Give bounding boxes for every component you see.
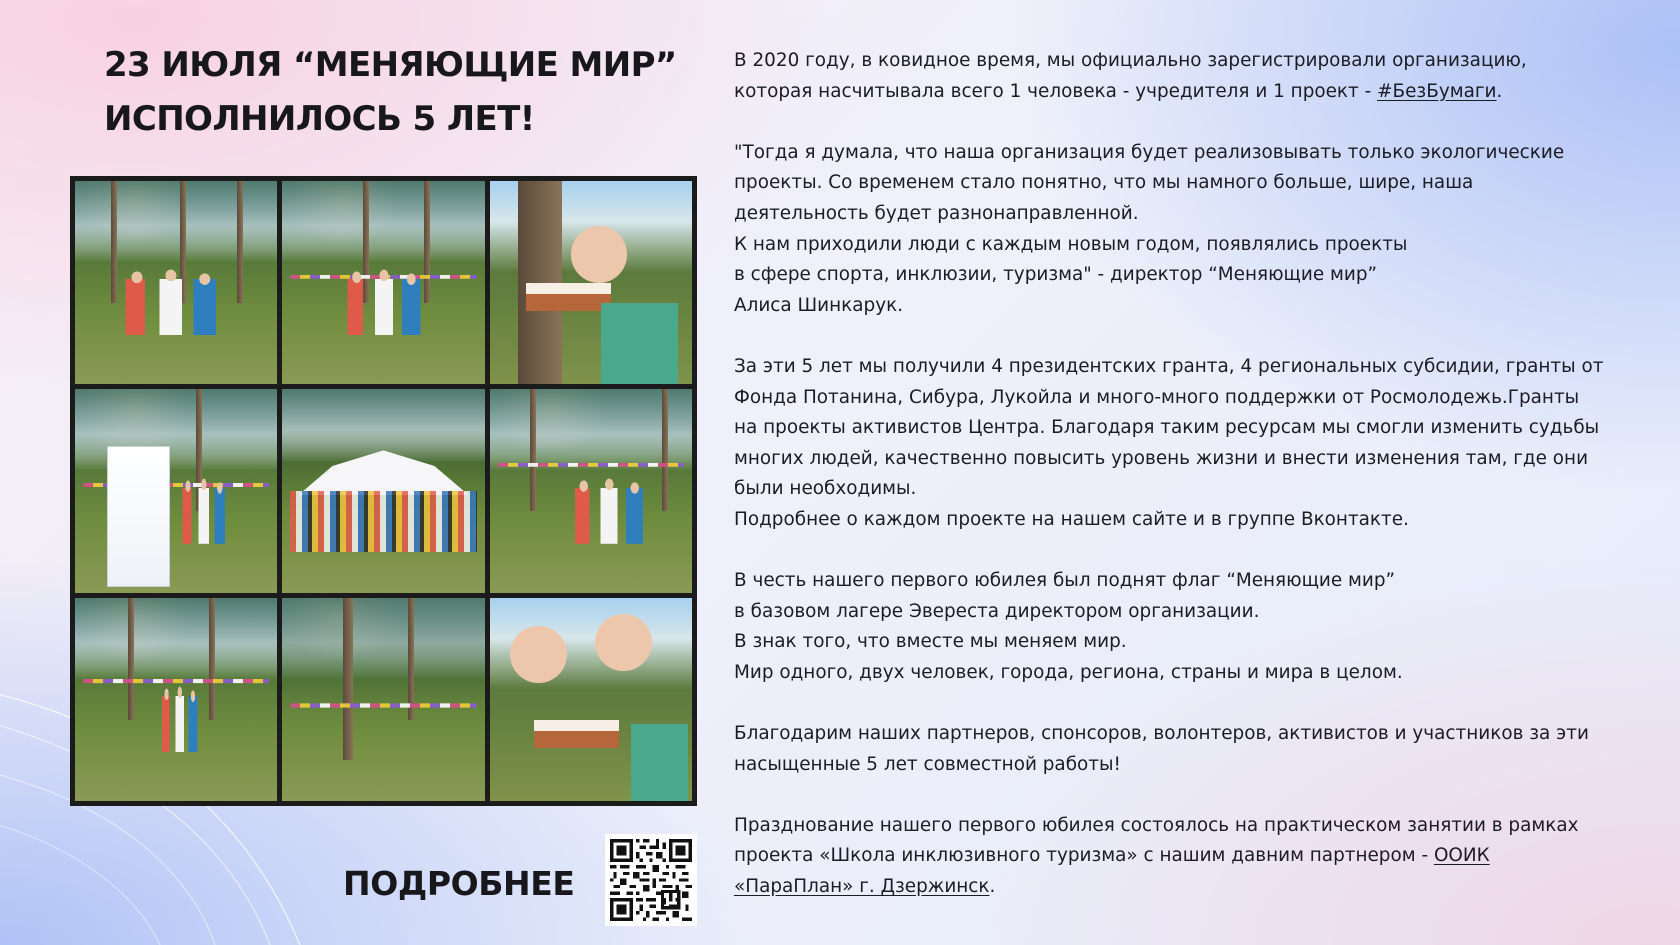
paragraph-quote-line-3: деятельность будет разнонаправленной. bbox=[734, 202, 1139, 224]
paragraph-celebration-line-3 bbox=[734, 872, 1664, 903]
paragraph-quote-line-6: Алиса Шинкарук. bbox=[734, 294, 904, 316]
paragraph-grants-line-5: были необходимы. bbox=[734, 478, 917, 500]
paragraph-founding bbox=[734, 46, 1664, 107]
qr-code-icon[interactable] bbox=[605, 834, 697, 926]
paragraph-celebration bbox=[734, 811, 1664, 903]
paragraph-everest-line-1: В честь нашего первого юбилея был поднят флаг “Меняющие мир” bbox=[734, 570, 1396, 592]
paragraph-everest-line-3: В знак того, что вместе мы меняем мир. bbox=[734, 631, 1127, 653]
paragraph-quote-line-4: К нам приходили люди с каждым новым годом, появлялись проекты bbox=[734, 233, 1408, 255]
page-title bbox=[104, 38, 704, 146]
paragraph-quote-line-5: в сфере спорта, инклюзии, туризма" - директор “Меняющие мир” bbox=[734, 264, 1378, 286]
paragraph-thanks-line-2: насыщенные 5 лет совместной работы! bbox=[734, 753, 1121, 775]
paragraph-quote-line-2: проекты. Со временем стало понятно, что мы намного больше, шире, наша bbox=[734, 172, 1474, 194]
paragraph-thanks bbox=[734, 719, 1664, 780]
photo-collage bbox=[70, 176, 697, 806]
paragraph-quote-line-1: "Тогда я думала, что наша организация будет реализовывать только экологические bbox=[734, 141, 1565, 163]
paragraph-founding-line-2-end: . bbox=[1496, 80, 1503, 102]
paragraph-celebration-line-2-text: проекта «Школа инклюзивного туризма» с нашим давним партнером - bbox=[734, 845, 1434, 867]
photo-women-girl-cake bbox=[490, 598, 692, 801]
paragraph-founding-line-2 bbox=[734, 77, 1664, 108]
paragraph-celebration-line-2 bbox=[734, 841, 1664, 872]
more-label: ПОДРОБНЕЕ bbox=[343, 864, 575, 903]
paragraph-founding-line-2-text: которая насчитывала всего 1 человека - учредителя и 1 проект - bbox=[734, 80, 1378, 102]
photo-birthday-cake bbox=[490, 181, 692, 384]
paraplan-link-part-1[interactable]: ООИК bbox=[1433, 845, 1490, 867]
paragraph-grants-line-6: Подробнее о каждом проекте на нашем сайте и в группе Вконтакте. bbox=[734, 508, 1409, 530]
paragraph-celebration-line-1: Празднование нашего первого юбилея состоялось на практическом занятии в рамках bbox=[734, 814, 1579, 836]
paragraph-grants bbox=[734, 352, 1664, 536]
title-line-2: ИСПОЛНИЛОСЬ 5 ЛЕТ! bbox=[104, 99, 535, 139]
paragraph-grants-line-1: За эти 5 лет мы получили 4 президентских гранта, 4 региональных субсидии, гранты от bbox=[734, 355, 1604, 377]
photo-woman-forest bbox=[75, 598, 277, 801]
paragraph-everest-line-2: в базовом лагере Эвереста директором организации. bbox=[734, 600, 1260, 622]
paragraph-everest bbox=[734, 566, 1664, 688]
article-body bbox=[734, 46, 1664, 903]
bezbumagi-link[interactable]: #БезБумаги bbox=[1377, 80, 1497, 102]
paragraph-grants-line-3: на проекты активистов Центра. Благодаря таким ресурсам мы смогли изменить судьбы bbox=[734, 417, 1600, 439]
photo-man-woman-certificate bbox=[282, 181, 484, 384]
photo-forest-garlands bbox=[282, 598, 484, 801]
photo-three-participants bbox=[490, 389, 692, 592]
title-line-1: 23 ИЮЛЯ “МЕНЯЮЩИЕ МИР” bbox=[104, 45, 677, 85]
paragraph-celebration-line-3-end: . bbox=[989, 876, 996, 898]
photo-group-certificates bbox=[75, 181, 277, 384]
paragraph-quote bbox=[734, 138, 1664, 322]
paragraph-grants-line-2: Фонда Потанина, Сибура, Лукойла и много-много поддержки от Росмолодежь.Гранты bbox=[734, 386, 1580, 408]
photo-rollup-banner bbox=[75, 389, 277, 592]
paragraph-everest-line-4: Мир одного, двух человек, города, региона, страны и мира в целом. bbox=[734, 661, 1403, 683]
paraplan-link-part-2[interactable]: «ПараПлан» г. Дзержинск bbox=[734, 876, 990, 898]
paragraph-grants-line-4: многих людей, качественно повысить уровень жизни и внести изменения там, где они bbox=[734, 447, 1589, 469]
paragraph-founding-line-1: В 2020 году, в ковидное время, мы официально зарегистрировали организацию, bbox=[734, 50, 1527, 71]
photo-tent-group bbox=[282, 389, 484, 592]
paragraph-thanks-line-1: Благодарим наших партнеров, спонсоров, волонтеров, активистов и участников за эти bbox=[734, 723, 1589, 745]
